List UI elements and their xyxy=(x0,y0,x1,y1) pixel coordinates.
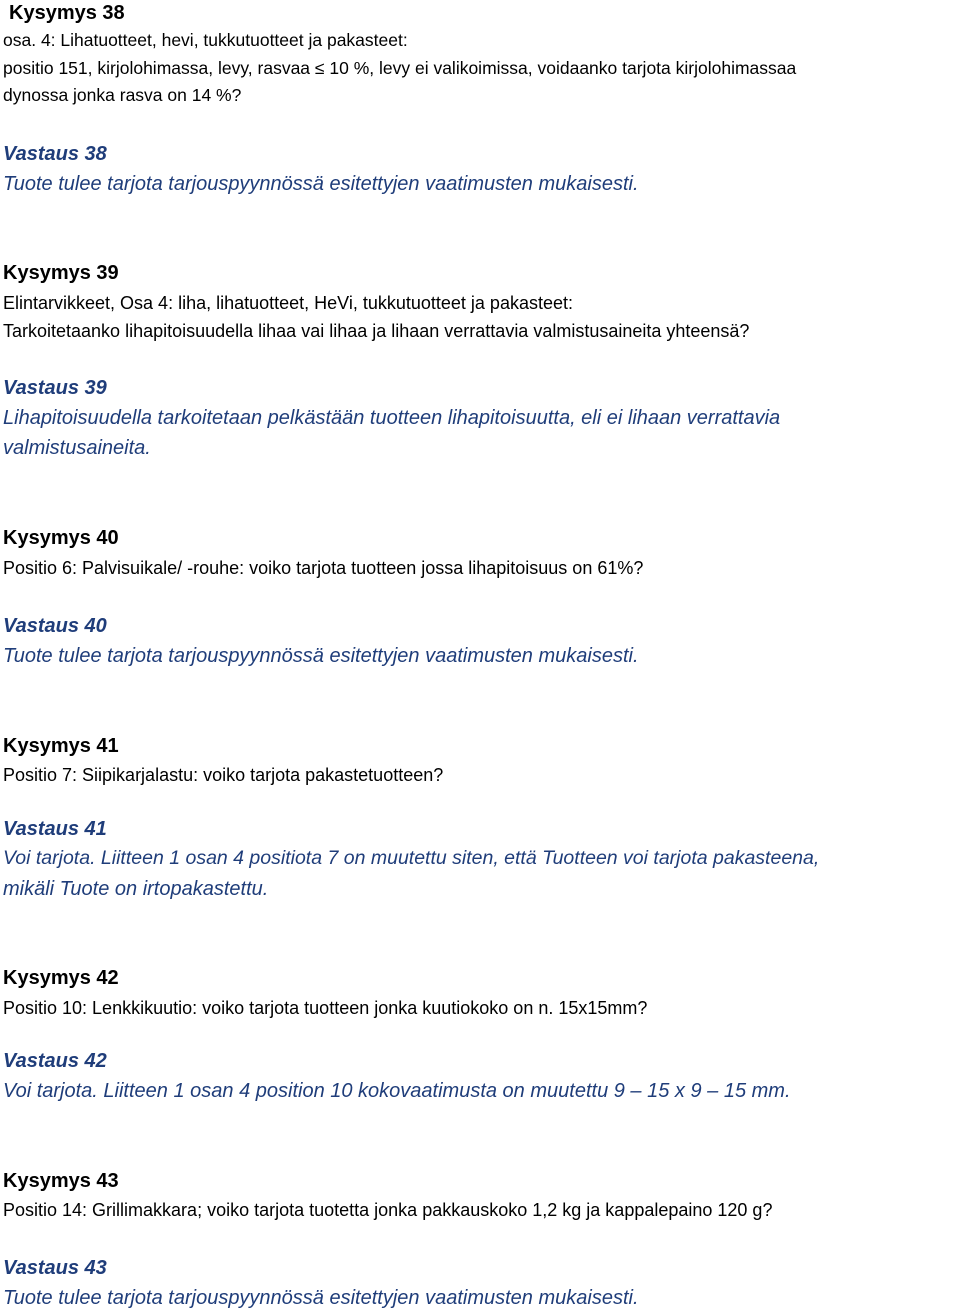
answer-41-text-line-1: Voi tarjota. Liitteen 1 osan 4 positiota 7 on muutettu siten, että Tuotteen voi tarjota pakasteena, xyxy=(3,847,820,869)
answer-41-title: Vastaus 41 xyxy=(3,818,107,840)
answer-43-title: Vastaus 43 xyxy=(3,1257,107,1279)
question-38-text-line-3: dynossa jonka rasva on 14 %? xyxy=(3,85,242,105)
question-39-title: Kysymys 39 xyxy=(3,262,119,284)
question-40-text-line-1: Positio 6: Palvisuikale/ -rouhe: voiko tarjota tuotteen jossa lihapitoisuus on 61%? xyxy=(3,558,644,578)
answer-40-text-line-1: Tuote tulee tarjota tarjouspyynnössä esitettyjen vaatimusten mukaisesti. xyxy=(3,645,639,667)
question-39-text-line-1: Elintarvikkeet, Osa 4: liha, lihatuotteet, HeVi, tukkutuotteet ja pakasteet: xyxy=(3,293,573,313)
question-38-text-line-2: positio 151, kirjolohimassa, levy, rasvaa ≤ 10 %, levy ei valikoimissa, voidaanko tarjota kirjolohimassaa xyxy=(3,58,797,78)
question-40-title: Kysymys 40 xyxy=(3,527,119,549)
question-41-text-line-1: Positio 7: Siipikarjalastu: voiko tarjota pakastetuotteen? xyxy=(3,765,444,785)
answer-38-title: Vastaus 38 xyxy=(3,143,107,165)
question-43-title: Kysymys 43 xyxy=(3,1170,119,1192)
answer-38-text-line-1: Tuote tulee tarjota tarjouspyynnössä esitettyjen vaatimusten mukaisesti. xyxy=(3,173,639,195)
answer-39-text-line-2: valmistusaineita. xyxy=(3,437,151,459)
question-43-text-line-1: Positio 14: Grillimakkara; voiko tarjota tuotetta jonka pakkauskoko 1,2 kg ja kappalepaino 120 g? xyxy=(3,1200,773,1220)
answer-43-text-line-1: Tuote tulee tarjota tarjouspyynnössä esitettyjen vaatimusten mukaisesti. xyxy=(3,1287,639,1309)
question-42-title: Kysymys 42 xyxy=(3,967,119,989)
question-39-text-line-2: Tarkoitetaanko lihapitoisuudella lihaa vai lihaa ja lihaan verrattavia valmistusaineita yhteensä? xyxy=(3,321,750,341)
answer-39-text-line-1: Lihapitoisuudella tarkoitetaan pelkästään tuotteen lihapitoisuutta, eli ei lihaan verrattavia xyxy=(3,407,781,429)
question-38-text-line-1: osa. 4: Lihatuotteet, hevi, tukkutuotteet ja pakasteet: xyxy=(3,30,408,50)
answer-41-text-line-2: mikäli Tuote on irtopakastettu. xyxy=(3,878,269,900)
question-38-title: Kysymys 38 xyxy=(9,2,125,24)
question-41-title: Kysymys 41 xyxy=(3,735,119,757)
question-42-text-line-1: Positio 10: Lenkkikuutio: voiko tarjota tuotteen jonka kuutiokoko on n. 15x15mm? xyxy=(3,998,648,1018)
answer-42-title: Vastaus 42 xyxy=(3,1050,107,1072)
answer-39-title: Vastaus 39 xyxy=(3,377,107,399)
answer-42-text-line-1: Voi tarjota. Liitteen 1 osan 4 position 10 kokovaatimusta on muutettu 9 – 15 x 9 – 15 mm. xyxy=(3,1080,791,1102)
answer-40-title: Vastaus 40 xyxy=(3,615,107,637)
